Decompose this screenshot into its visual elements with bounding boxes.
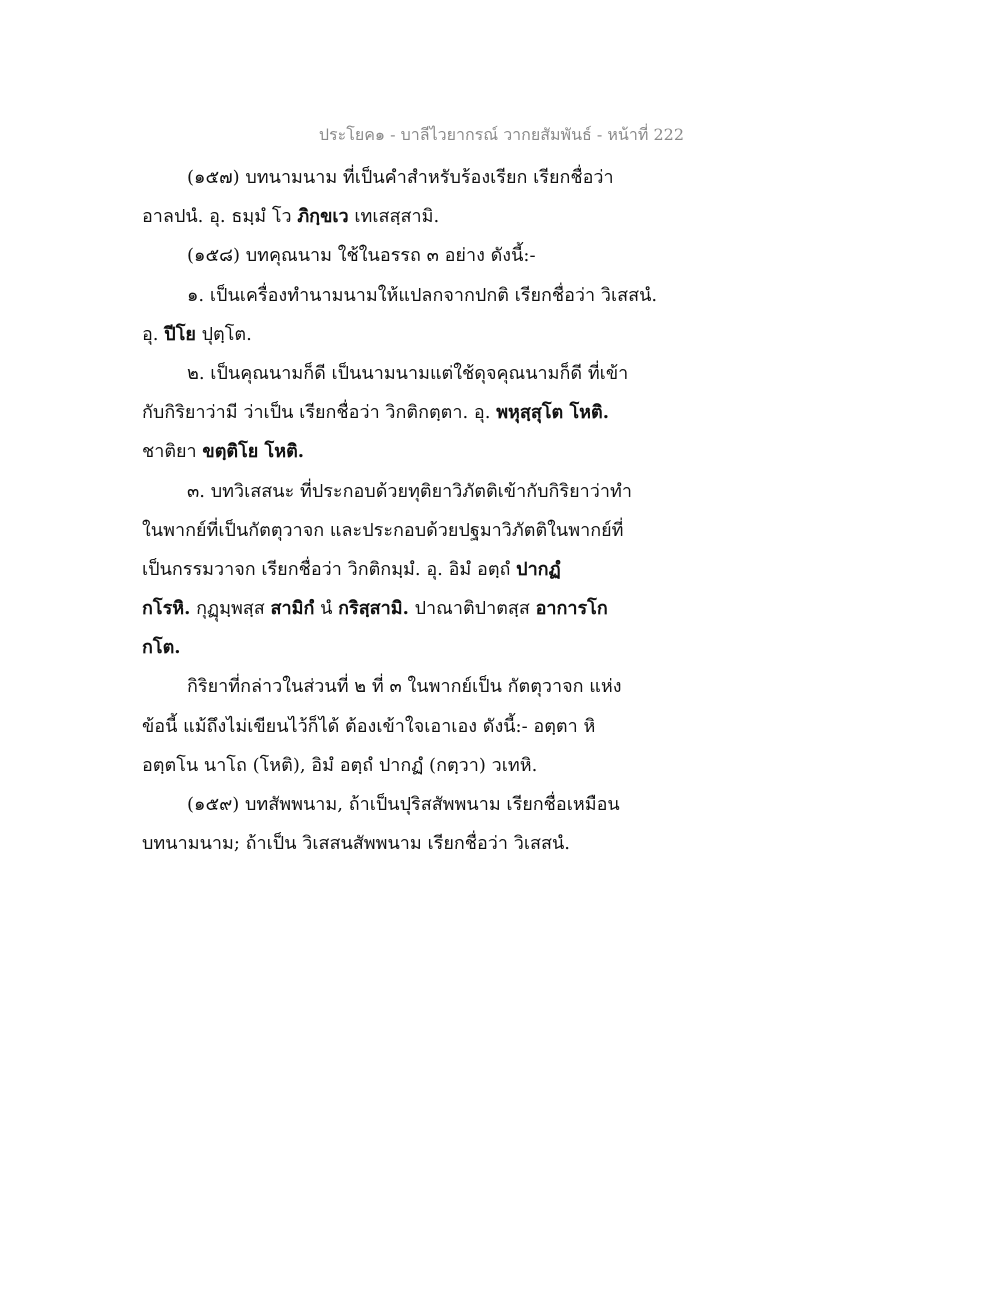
paragraph xyxy=(142,158,682,236)
text-segment: เป็นกรรมวาจก เรียกชื่อว่า วิกติกมฺมํ. อุ. อิมํ อตฺถํ xyxy=(142,558,517,580)
bold-text-segment: กริสฺสามิ. xyxy=(338,598,409,620)
text-line xyxy=(142,511,682,550)
text-line xyxy=(142,667,682,706)
paragraph xyxy=(142,667,682,785)
text-line xyxy=(142,628,682,667)
text-segment: ๒. เป็นคุณนามก็ดี เป็นนามนามแต่ใช้ดุจคุณนามก็ดี ที่เข้า xyxy=(187,362,629,384)
text-segment: (๑๕๙) บทสัพพนาม, ถ้าเป็นปุริสสัพพนาม เรียกชื่อเหมือน xyxy=(187,794,620,815)
text-line xyxy=(142,589,682,628)
paragraph xyxy=(142,472,682,668)
text-line xyxy=(142,824,682,863)
text-segment: อุ. xyxy=(142,323,165,345)
paragraph xyxy=(142,276,682,354)
text-segment: ปุตฺโต. xyxy=(195,323,252,345)
text-segment: อาลปนํ. อุ. ธมฺมํ โว xyxy=(142,206,298,228)
text-line xyxy=(142,432,682,471)
text-segment: เทเสสฺสามิ. xyxy=(348,206,440,228)
text-segment: อตฺตโน นาโถ (โหติ), อิมํ อตฺถํ ปากฏํ (กตฺวา) วเทหิ. xyxy=(142,754,538,776)
text-segment: ๓. บทวิเสสนะ ที่ประกอบด้วยทุติยาวิภัตติเข้ากับกิริยาว่าทำ xyxy=(187,480,632,502)
bold-text-segment: ปากฏํ xyxy=(516,558,561,580)
text-line xyxy=(142,472,682,511)
bold-text-segment: ขตฺติโย โหติ. xyxy=(202,441,305,463)
text-segment: ในพากย์ที่เป็นกัตตุวาจก และประกอบด้วยปฐมาวิภัตติในพากย์ที่ xyxy=(142,519,624,541)
text-line xyxy=(142,746,682,785)
text-line xyxy=(142,315,682,354)
text-line xyxy=(142,550,682,589)
paragraph xyxy=(142,354,682,472)
text-line xyxy=(142,158,682,197)
running-header: ประโยค๑ - บาลีไวยากรณ์ วากยสัมพันธ์ - หน้าที่ 222 xyxy=(318,125,684,144)
text-segment: กับกิริยาว่ามี ว่าเป็น เรียกชื่อว่า วิกติกตฺตา. อุ. xyxy=(142,402,497,424)
text-segment: ข้อนี้ แม้ถึงไม่เขียนไว้ก็ได้ ต้องเข้าใจเอาเอง ดังนี้:- อตฺตา หิ xyxy=(142,715,596,737)
text-line xyxy=(142,354,682,393)
text-segment: นํ xyxy=(314,598,339,620)
paragraph xyxy=(142,236,682,275)
text-segment: ชาติยา xyxy=(142,441,203,463)
bold-text-segment: อาการโก xyxy=(535,598,608,620)
text-segment: กุฏุมฺพสฺส xyxy=(190,598,271,620)
text-line xyxy=(142,236,682,275)
bold-text-segment: สามิกํ xyxy=(270,598,315,620)
text-line xyxy=(142,276,682,315)
text-segment: กิริยาที่กล่าวในส่วนที่ ๒ ที่ ๓ ในพากย์เป็น กัตตุวาจก แห่ง xyxy=(187,676,622,698)
text-line xyxy=(142,197,682,236)
body-text xyxy=(142,158,682,863)
text-line xyxy=(142,707,682,746)
bold-text-segment: พหุสฺสุโต โหติ. xyxy=(496,402,610,424)
text-segment: บทนามนาม; ถ้าเป็น วิเสสนสัพพนาม เรียกชื่อว่า วิเสสนํ. xyxy=(142,833,570,855)
text-line xyxy=(142,785,682,824)
paragraph xyxy=(142,785,682,863)
bold-text-segment: กโต. xyxy=(142,637,181,659)
bold-text-segment: ปีโย xyxy=(164,323,196,345)
text-segment: (๑๕๘) บทคุณนาม ใช้ในอรรถ ๓ อย่าง ดังนี้:- xyxy=(187,245,536,267)
text-segment: (๑๕๗) บทนามนาม ที่เป็นคำสำหรับร้องเรียก เรียกชื่อว่า xyxy=(187,167,614,188)
text-line xyxy=(142,393,682,432)
text-segment: ปาณาติปาตสฺส xyxy=(408,598,536,620)
text-segment: ๑. เป็นเครื่องทำนามนามให้แปลกจากปกติ เรียกชื่อว่า วิเสสนํ. xyxy=(187,284,658,306)
bold-text-segment: ภิกฺขเว xyxy=(297,206,349,228)
bold-text-segment: กโรหิ. xyxy=(142,598,191,620)
